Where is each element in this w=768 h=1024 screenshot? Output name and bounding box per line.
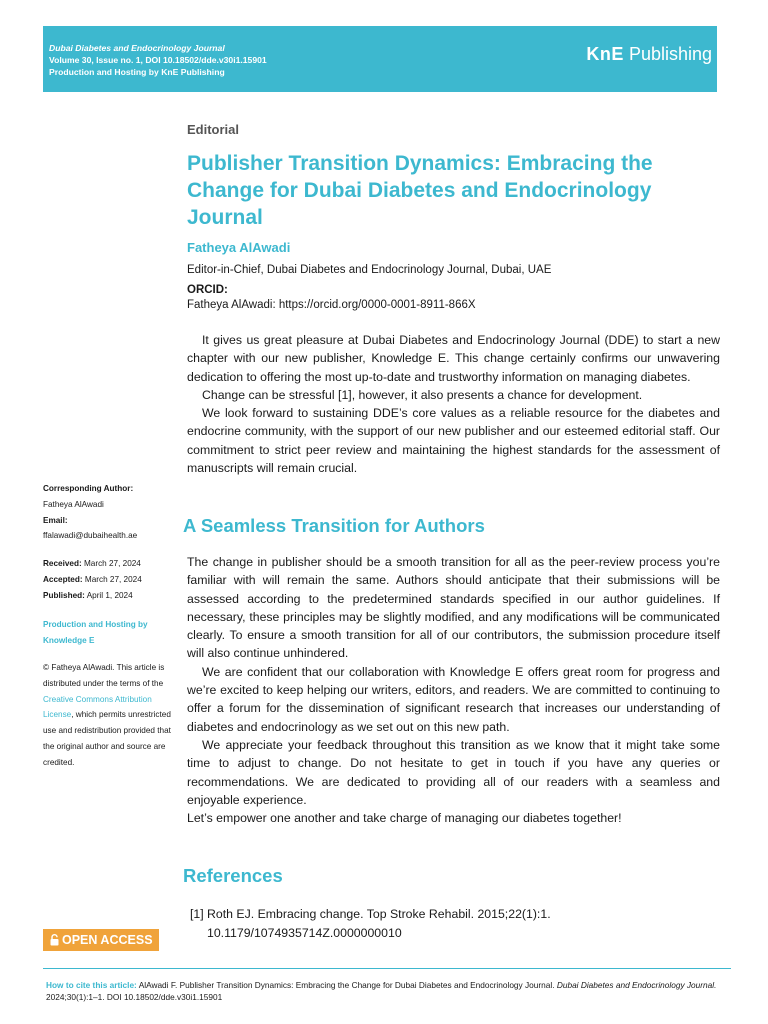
journal-name: Dubai Diabetes and Endocrinology Journal <box>49 43 225 53</box>
email-label: Email: <box>43 515 68 525</box>
cc-icon: © <box>43 663 50 672</box>
reference-item <box>190 905 720 942</box>
published-date: April 1, 2024 <box>86 590 133 600</box>
cite-details: 2024;30(1):1–1. DOI 10.18502/dde.v30i1.15901 <box>46 992 223 1003</box>
reference-number: [1] <box>190 907 204 921</box>
open-access-label: OPEN ACCESS <box>62 933 153 947</box>
hosting-line: Production and Hosting by KnE Publishing <box>49 67 225 77</box>
section-body <box>187 553 720 827</box>
journal-header-banner <box>43 26 717 92</box>
intro-paragraph: Change can be stressful [1], however, it also presents a chance for development. <box>202 387 643 402</box>
logo-brand: KnE <box>586 44 624 64</box>
cite-label: How to cite this article: <box>46 980 137 990</box>
accepted-label: Accepted: <box>43 574 83 584</box>
closing-paragraph: Let’s empower one another and take charge of managing our diabetes together! <box>187 811 622 826</box>
section-paragraph: We are confident that our collaboration with Knowledge E offers great room for progress and we’re excited to keep helping our writers, editors, and readers. We are committed to continuing to offer a forum for the dissemination of significant research that increases our understanding of diabetes and endocrinology as we set out on this new path. <box>187 664 720 734</box>
sidebar-correspondence <box>43 481 183 544</box>
open-lock-icon <box>50 934 59 946</box>
intro-body <box>187 331 720 477</box>
journal-info <box>49 42 267 78</box>
accepted-date: March 27, 2024 <box>84 574 142 584</box>
published-label: Published: <box>43 590 85 600</box>
received-label: Received: <box>43 559 82 568</box>
intro-paragraph: It gives us great pleasure at Dubai Diabetes and Endocrinology Journal (DDE) to start a new chapter with our new publisher, Knowledge E. This change certainly confirms our unwavering dedication to offering the most up-to-date and trustworthy information on managing diabetes. <box>187 333 720 384</box>
author-affiliation: Editor-in-Chief, Dubai Diabetes and Endocrinology Journal, Dubai, UAE <box>187 264 552 276</box>
corr-name: Fatheya AlAwadi <box>43 499 104 509</box>
license-text-post: , which permits unrestricted use and redistribution provided that the original author and source are credited. <box>43 710 171 767</box>
orcid-value[interactable]: Fatheya AlAwadi: https://orcid.org/0000-0001-8911-866X <box>187 299 476 311</box>
cite-journal: Dubai Diabetes and Endocrinology Journal. <box>556 980 717 990</box>
citation-footer <box>46 979 726 1003</box>
open-access-badge[interactable] <box>43 929 159 951</box>
kne-publishing-logo[interactable] <box>586 44 712 65</box>
section-paragraph: We appreciate your feedback throughout this transition as we know that it might take some time to adjust to change. Do not hesitate to get in touch if you have any queries or recommendations. We are dedicated to providing all of our readers with a seamless and enjoyable experience. <box>187 737 720 807</box>
intro-paragraph: We look forward to sustaining DDE’s core values as a reliable resource for the diabetes and endocrine community, with the support of our new publisher and our esteemed editorial staff. Our commitment to strict peer review and maintaining the highest standards for the assessment of manuscripts will remain crucial. <box>187 406 720 476</box>
section-heading: A Seamless Transition for Authors <box>183 515 485 536</box>
sidebar-hosting: Production and Hosting by Knowledge E <box>43 620 148 645</box>
author-name[interactable]: Fatheya AlAwadi <box>187 240 291 255</box>
sidebar-dates <box>43 556 183 603</box>
cite-text: AlAwadi F. Publisher Transition Dynamics: Embracing the Change for Dubai Diabetes and Endocrinology Journal. <box>138 980 555 990</box>
received-date: March 27, 2024 <box>83 559 141 568</box>
references-heading: References <box>183 865 283 886</box>
article-type: Editorial <box>187 122 240 137</box>
license-text-pre: Fatheya AlAwadi. This article is distributed under the terms of the <box>43 663 165 688</box>
corr-label: Corresponding Author: <box>43 484 134 493</box>
article-title: Publisher Transition Dynamics: Embracing the Change for Dubai Diabetes and Endocrinology Journal <box>187 152 653 229</box>
volume-doi: Volume 30, Issue no. 1, DOI 10.18502/dde.v30i1.15901 <box>49 55 267 65</box>
license-link[interactable]: Creative Commons Attribution License <box>43 694 152 720</box>
section-paragraph: The change in publisher should be a smooth transition for all as the peer-review process you’re familiar with will remain the same. Authors should anticipate that their submissions will be assessed according to the predetermined standards specified in our author guidelines. If necessary, these principles may be slightly modified, and any modifications will be communicated clearly. To ensure a smooth transition for all of our contributors, the submission procedure itself will also continue unhindered. <box>187 555 720 661</box>
footer-divider <box>43 968 731 969</box>
orcid-label: ORCID: <box>187 284 228 296</box>
sidebar-license <box>43 660 183 771</box>
email-address[interactable]: ffalawadi@dubaihealth.ae <box>43 531 138 541</box>
logo-text: Publishing <box>628 44 712 64</box>
reference-text: Roth EJ. Embracing change. Top Stroke Rehabil. 2015;22(1):1. 10.1179/1074935714Z.0000000010 <box>207 907 551 940</box>
